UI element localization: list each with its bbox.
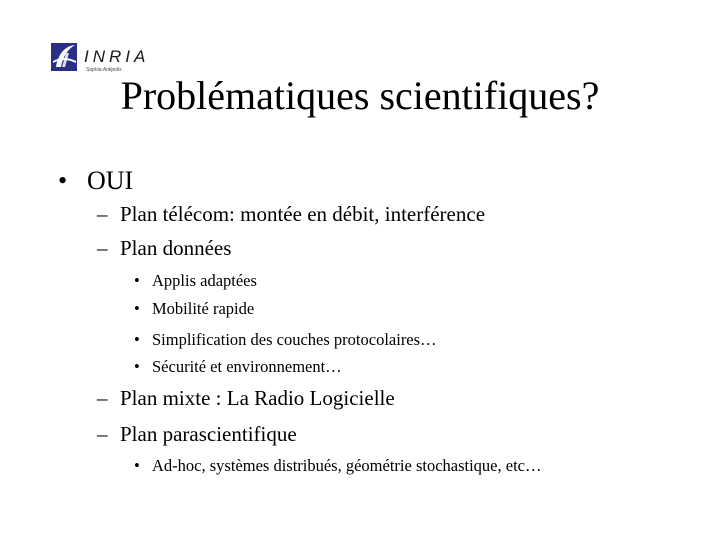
list-item: Mobilité rapide	[152, 299, 255, 318]
list-item: Plan mixte : La Radio Logicielle	[120, 386, 395, 410]
list-item: Plan télécom: montée en débit, interférence	[120, 202, 486, 226]
inria-logo	[48, 40, 170, 76]
list-item: Plan données	[120, 236, 232, 260]
bullet-dash: –	[97, 422, 108, 446]
bullet-dash: –	[97, 386, 108, 410]
bullet-dot: •	[134, 271, 140, 290]
list-item-oui: OUI	[87, 166, 134, 195]
bullet-dot: •	[134, 299, 140, 318]
bullet-dot: •	[134, 357, 140, 376]
bullet-dash: –	[97, 202, 108, 226]
list-item: Ad-hoc, systèmes distribués, géométrie stochastique, etc…	[152, 456, 542, 475]
bullet-dot: •	[134, 456, 140, 475]
bullet-dot: •	[58, 166, 68, 195]
list-item: Sécurité et environnement…	[152, 357, 342, 376]
list-item: Applis adaptées	[152, 271, 257, 290]
bullet-dash: –	[97, 236, 108, 260]
logo-subtext: Sophia Antipolis	[86, 67, 122, 73]
bullet-dot: •	[134, 330, 140, 349]
list-item: Simplification des couches protocolaires…	[152, 330, 437, 349]
inria-logo-graphic	[48, 40, 170, 76]
logo-text: INRIA	[84, 47, 150, 66]
slide-title: Problématiques scientifiques?	[120, 73, 600, 118]
list-item: Plan parascientifique	[120, 422, 297, 446]
